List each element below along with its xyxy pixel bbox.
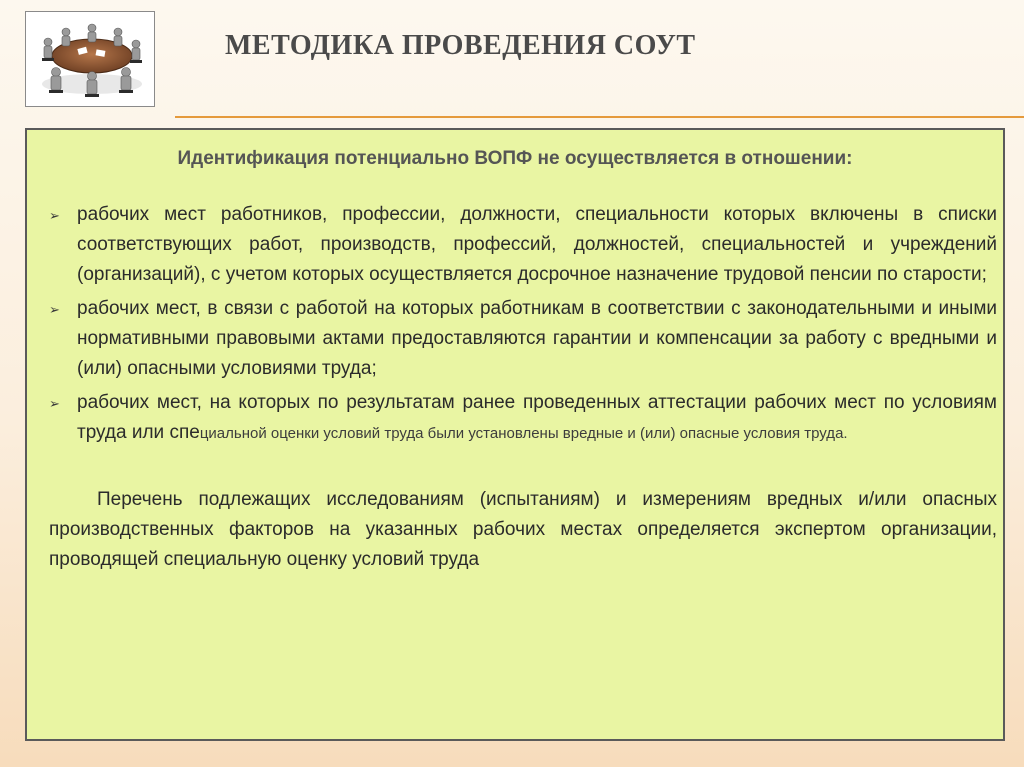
closing-paragraph: Перечень подлежащих исследованиям (испытаниям) и измерениям вредных и/или опасных производственных факторов на указанных рабочих местах определяется экспертом организации, проводящей специальную оценку условий труда <box>49 489 997 570</box>
list-item <box>49 294 997 384</box>
bullet-text: рабочих мест, в связи с работой на которых работникам в соответствии с законодательными и иными нормативными правовыми актами предоставляются гарантии и компенсации за работу с вредными и (или) опасными условиями труда; <box>77 298 997 379</box>
meeting-table-icon <box>26 12 154 106</box>
bullet-text: рабочих мест работников, профессии, должности, специальности которых включены в списки соответствующих работ, производств, профессий, должностей, специальностей и учреждений (организаций), с учетом которых осуществляется досрочное назначение трудовой пенсии по старости; <box>77 204 997 285</box>
slide-title: МЕТОДИКА ПРОВЕДЕНИЯ СОУТ <box>225 30 696 61</box>
list-item <box>49 388 997 449</box>
logo-image <box>25 11 155 107</box>
content-heading: Идентификация потенциально ВОПФ не осуществляется в отношении: <box>177 148 853 169</box>
bullet-text-small: циальной оценки условий труда были установлены вредные и (или) опасные условия труда. <box>199 425 848 442</box>
arrow-bullet-icon: ➢ <box>49 208 60 223</box>
bullet-list <box>49 200 997 449</box>
content-panel <box>25 128 1005 741</box>
bullet-text: рабочих мест, на которых по результатам ранее проведенных аттестации рабочих мест по условиям труда или спе <box>77 392 997 443</box>
list-item <box>49 200 997 290</box>
arrow-bullet-icon: ➢ <box>49 302 60 317</box>
arrow-bullet-icon: ➢ <box>49 396 60 411</box>
title-divider <box>175 116 1024 118</box>
